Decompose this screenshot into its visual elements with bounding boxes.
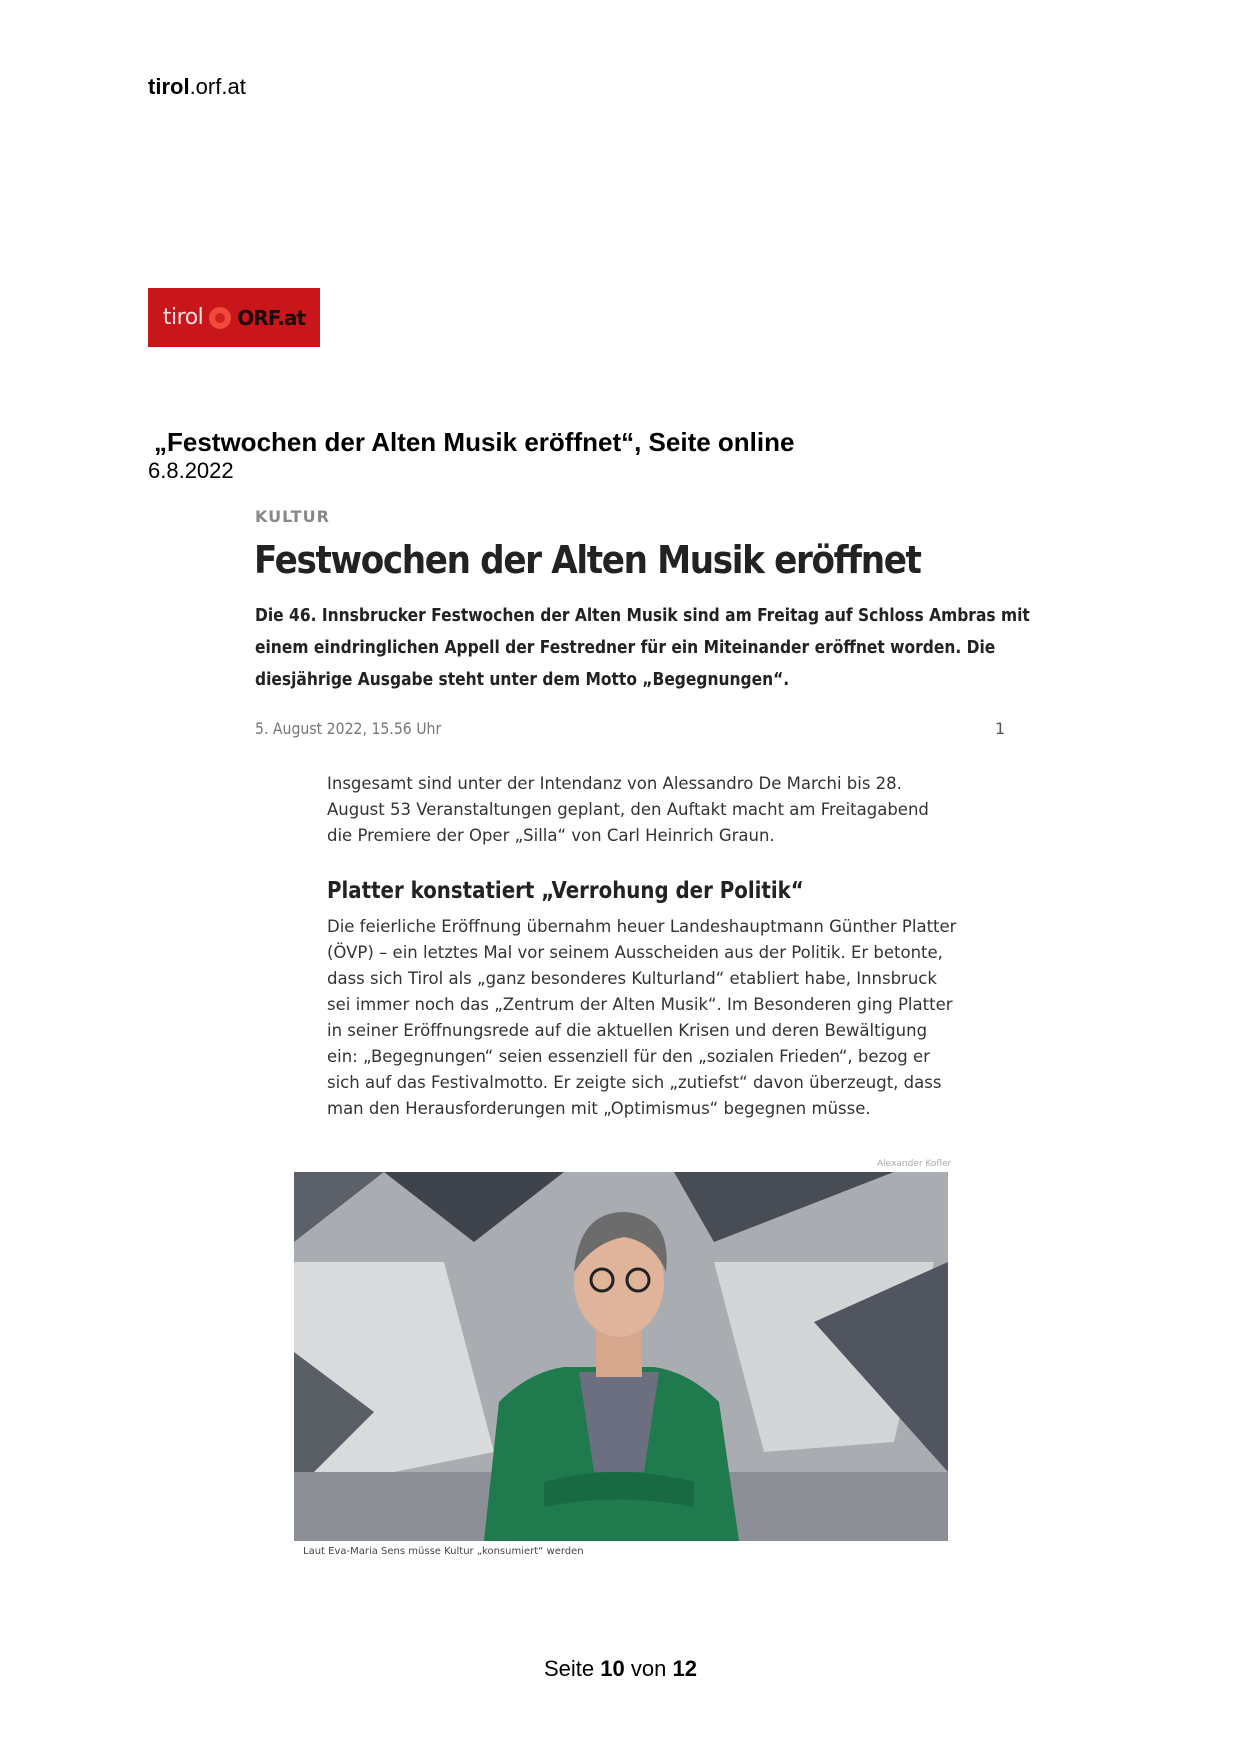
article-published-date: 5. August 2022, 15.56 Uhr — [255, 719, 442, 738]
document-title: „Festwochen der Alten Musik eröffnet“, Seite online — [154, 427, 795, 457]
article-paragraph: Insgesamt sind unter der Intendanz von Alessandro De Marchi bis 28. August 53 Veranstaltungen geplant, den Auftakt macht am Freitagabend die Premiere der Oper „Silla“ von Carl Heinrich Graun. — [327, 774, 929, 845]
article-lead: Die 46. Innsbrucker Festwochen der Alten Musik sind am Freitag auf Schloss Ambras mit einem eindringlichen Appell der Festredner für ein Miteinander eröffnet worden. Die diesjährige Ausgabe steht unter dem Motto „Begegnungen“. — [255, 605, 1030, 690]
document-date: 6.8.2022 — [148, 458, 234, 483]
article-category: KULTUR — [255, 507, 330, 526]
logo-left-text: tirol — [162, 305, 204, 330]
site-name-rest: .orf.at — [189, 74, 246, 99]
total-page-count: 12 — [672, 1656, 697, 1681]
footer-of: von — [630, 1656, 667, 1681]
photo-credit: Alexander Kofler — [877, 1159, 952, 1169]
orf-eye-icon — [209, 307, 231, 329]
article-subheading: Platter konstatiert „Verrohung der Politik“ — [327, 878, 804, 904]
photo-caption: Laut Eva-Maria Sens müsse Kultur „konsumiert“ werden — [303, 1546, 584, 1557]
orf-logo — [148, 288, 320, 347]
comment-count[interactable]: 1 — [995, 719, 1006, 738]
site-name — [148, 74, 246, 100]
article-headline: Festwochen der Alten Musik eröffnet — [254, 538, 921, 582]
current-page-number: 10 — [600, 1656, 625, 1681]
photo-illustration — [294, 1172, 948, 1541]
footer-prefix: Seite — [544, 1656, 595, 1681]
article-paragraph: Die feierliche Eröffnung übernahm heuer Landeshauptmann Günther Platter (ÖVP) – ein letztes Mal vor seinem Ausscheiden aus der Politik. Er betonte, dass sich Tirol als „ganz besonderes Kulturland“ etabliert habe, Innsbruck sei immer noch das „Zentrum der Alten Musik“. Im Besonderen ging Platter in seiner Eröffnungsrede auf die aktuellen Krisen und deren Bewältigung ein: „Begegnungen“ seien essenziell für den „sozialen Frieden“, bezog er sich auf das Festivalmotto. Er zeigte sich „zutiefst“ davon überzeugt, dass man den Herausforderungen mit „Optimismus“ begegnen müsse. — [327, 917, 957, 1118]
logo-right-text: ORF.at — [237, 305, 306, 330]
article-photo — [294, 1172, 948, 1541]
site-name-bold: tirol — [148, 74, 190, 99]
page-footer — [0, 1656, 1241, 1682]
